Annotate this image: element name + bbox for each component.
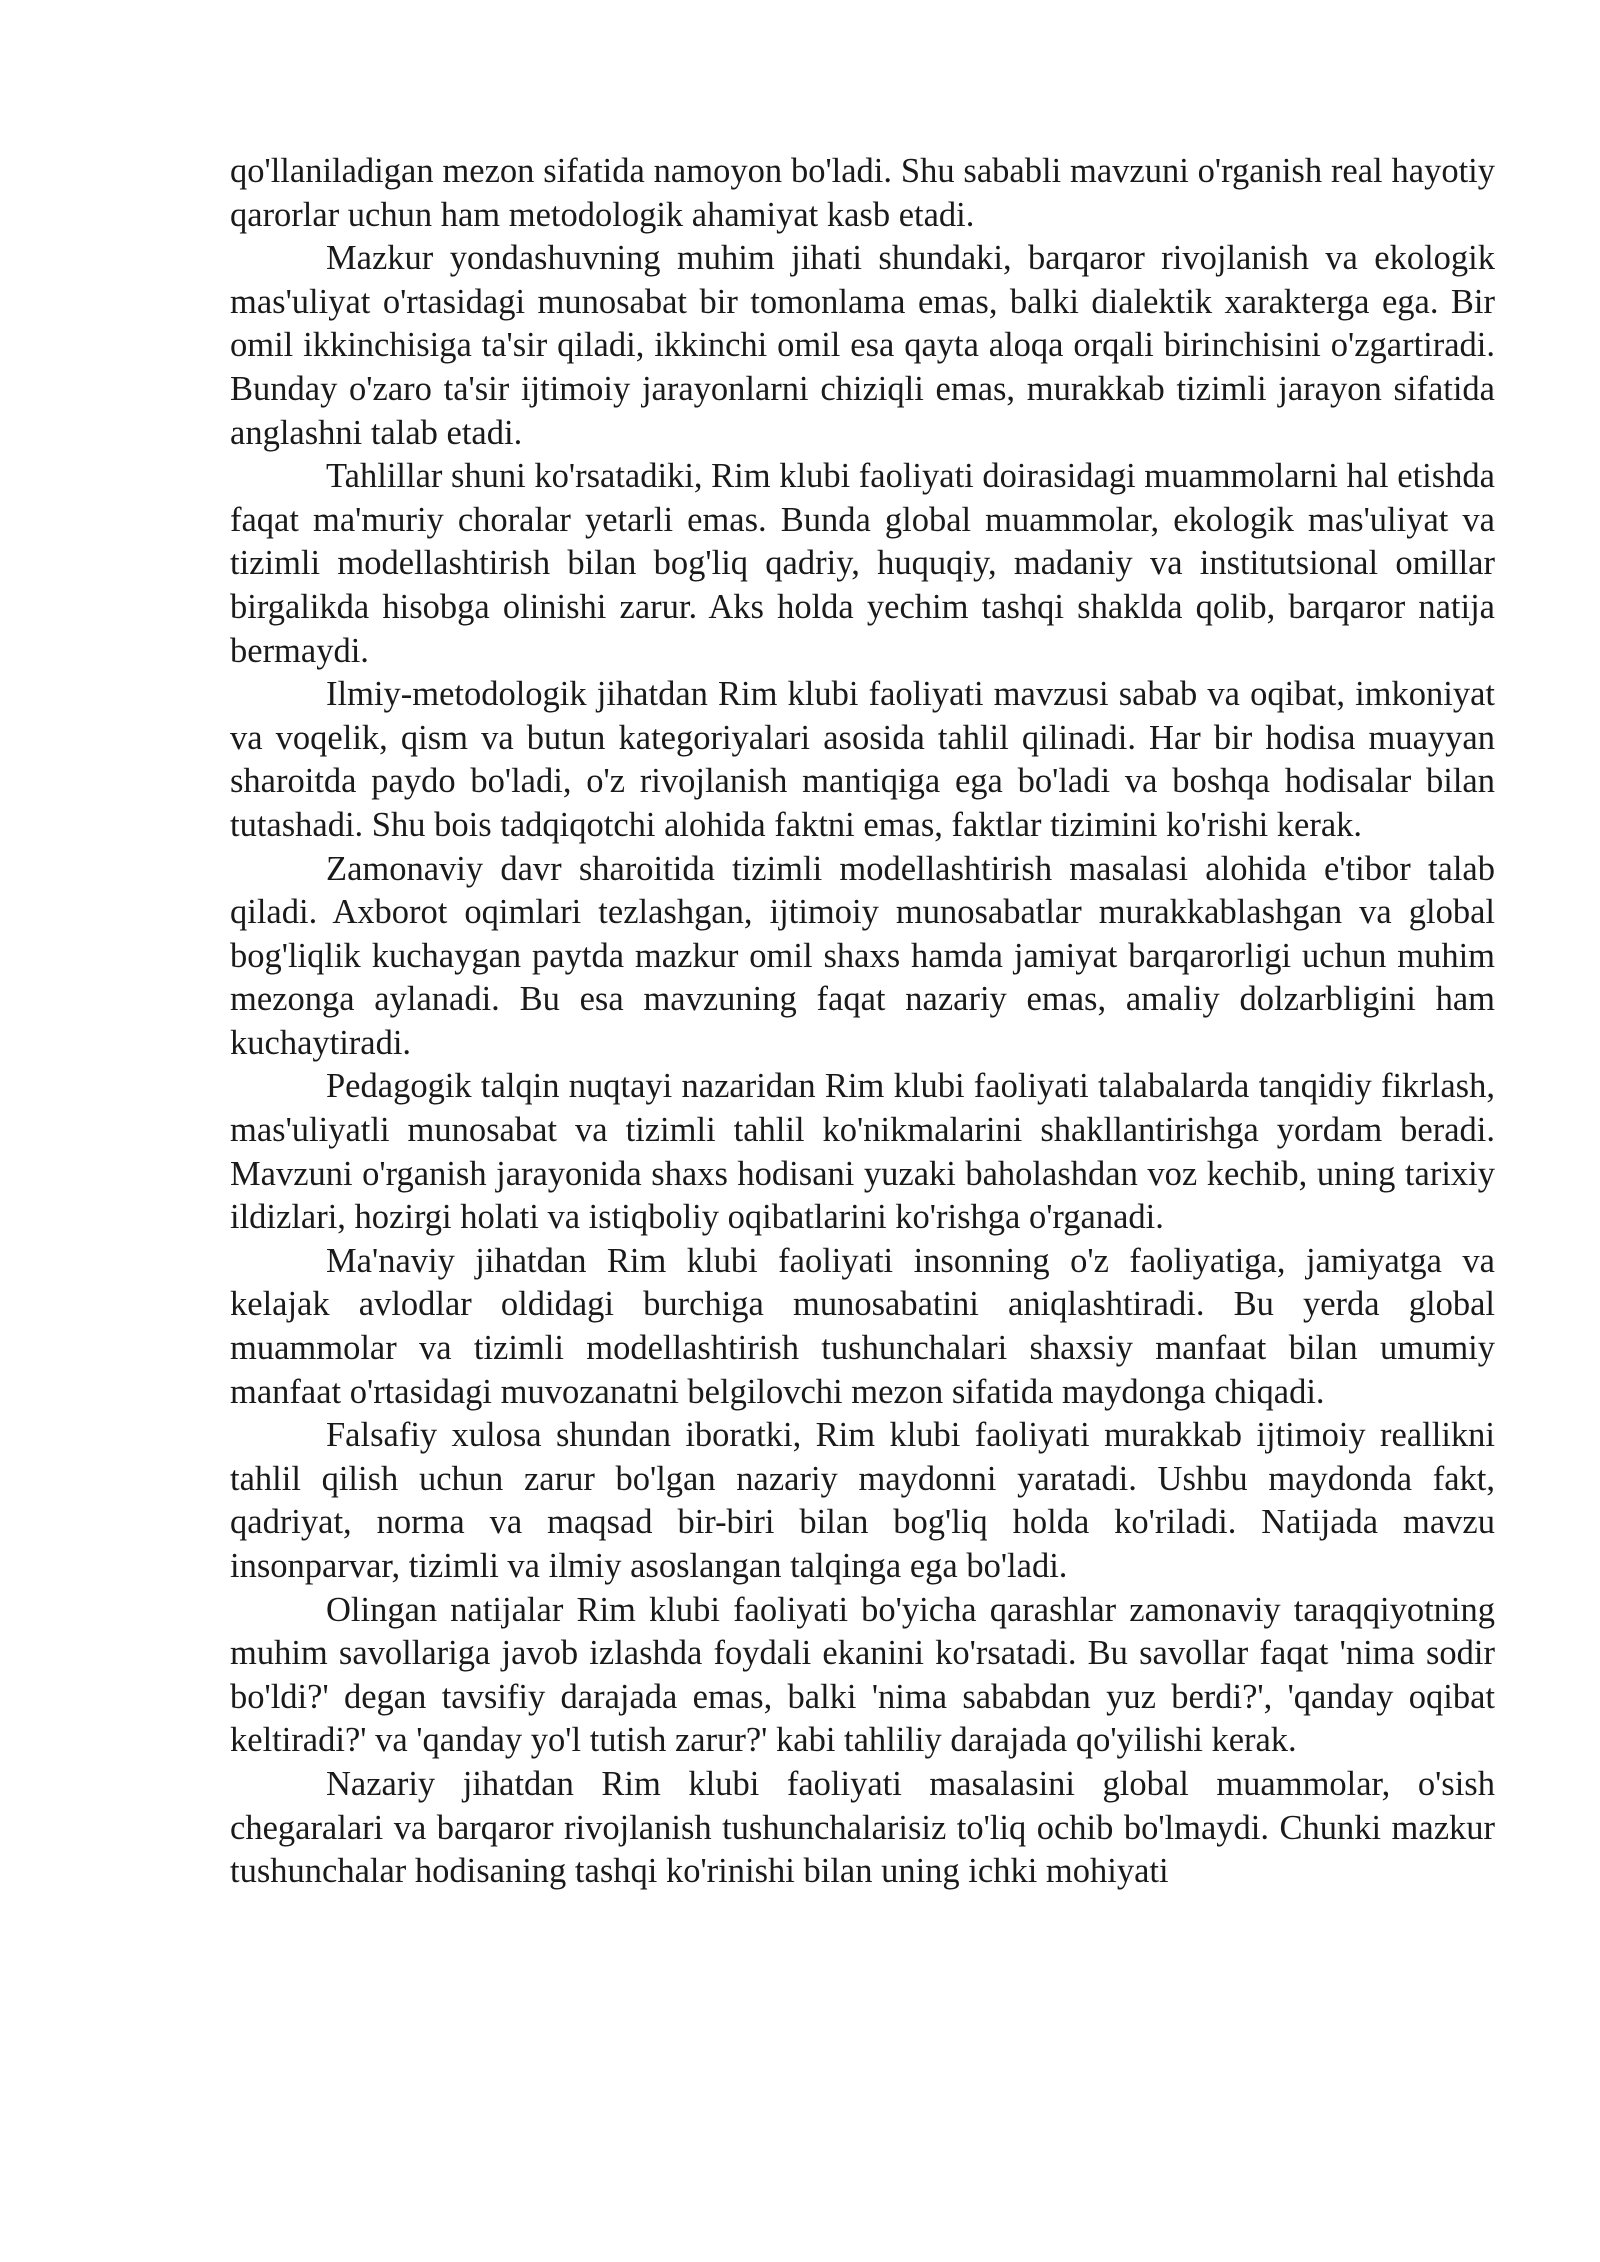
paragraph: Mazkur yondashuvning muhim jihati shundaki, barqaror rivojlanish va ekologik mas'uliyat o'rtasidagi munosabat bir tomonlama emas, balki dialektik xarakterga ega. Bir omil ikkinchisiga ta'sir qiladi, ikkinchi omil esa qayta aloqa orqali birinchisini o'zgartiradi. Bunday o'zaro ta'sir ijtimoiy jarayonlarni chiziqli emas, murakkab tizimli jarayon sifatida anglashni talab etadi. xyxy=(230,239,1495,452)
paragraph: Ilmiy-metodologik jihatdan Rim klubi faoliyati mavzusi sabab va oqibat, imkoniyat va voqelik, qism va butun kategoriyalari asosida tahlil qilinadi. Har bir hodisa muayyan sharoitda paydo bo'ladi, o'z rivojlanish mantiqiga ega bo'ladi va boshqa hodisalar bilan tutashadi. Shu bois tadqiqotchi alohida faktni emas, faktlar tizimini ko'rishi kerak. xyxy=(230,675,1495,844)
paragraph: Pedagogik talqin nuqtayi nazaridan Rim klubi faoliyati talabalarda tanqidiy fikrlash, mas'uliyatli munosabat va tizimli tahlil ko'nikmalarini shakllantirishga yordam beradi. Mavzuni o'rganish jarayonida shaxs hodisani yuzaki baholashdan voz kechib, uning tarixiy ildizlari, hozirgi holati va istiqboliy oqibatlarini ko'rishga o'rganadi. xyxy=(230,1067,1495,1237)
paragraph-continued: qo'llaniladigan mezon sifatida namoyon bo'ladi. Shu sababli mavzuni o'rganish real hayotiy qarorlar uchun ham metodologik ahamiyat kasb etadi. xyxy=(230,152,1495,234)
paragraph: Tahlillar shuni ko'rsatadiki, Rim klubi faoliyati doirasidagi muammolarni hal etishda faqat ma'muriy choralar yetarli emas. Bunda global muammolar, ekologik mas'uliyat va tizimli modellashtirish bilan bog'liq qadriy, huquqiy, madaniy va institutsional omillar birgalikda hisobga olinishi zarur. Aks holda yechim tashqi shaklda qolib, barqaror natija bermaydi. xyxy=(230,457,1495,670)
paragraph: Falsafiy xulosa shundan iboratki, Rim klubi faoliyati murakkab ijtimoiy reallikni tahlil qilish uchun zarur bo'lgan nazariy maydonni yaratadi. Ushbu maydonda fakt, qadriyat, norma va maqsad bir-biri bilan bog'liq holda ko'riladi. Natijada mavzu insonparvar, tizimli va ilmiy asoslangan talqinga ega bo'ladi. xyxy=(230,1416,1495,1585)
paragraph: Zamonaviy davr sharoitida tizimli modellashtirish masalasi alohida e'tibor talab qiladi. Axborot oqimlari tezlashgan, ijtimoiy munosabatlar murakkablashgan va global bog'liqlik kuchaygan paytda mazkur omil shaxs hamda jamiyat barqarorligi uchun muhim mezonga aylanadi. Bu esa mavzuning faqat nazariy emas, amaliy dolzarbligini ham kuchaytiradi. xyxy=(230,849,1495,1062)
paragraph: Olingan natijalar Rim klubi faoliyati bo'yicha qarashlar zamonaviy taraqqiyotning muhim savollariga javob izlashda foydali ekanini ko'rsatadi. Bu savollar faqat 'nima sodir bo'ldi?' degan tavsifiy darajada emas, balki 'nima sababdan yuz berdi?', 'qanday oqibat keltiradi?' va 'qanday yo'l tutish zarur?' kabi tahliliy darajada qo'yilishi kerak. xyxy=(230,1590,1495,1760)
paragraph-truncated: Nazariy jihatdan Rim klubi faoliyati masalasini global muammolar, o'sish chegaralari va barqaror rivojlanish tushunchalarisiz to'liq ochib bo'lmaydi. Chunki mazkur tushunchalar hodisaning tashqi ko'rinishi bilan uning ichki mohiyati xyxy=(230,1764,1495,1891)
document-body xyxy=(230,150,1495,1894)
paragraph: Ma'naviy jihatdan Rim klubi faoliyati insonning o'z faoliyatiga, jamiyatga va kelajak avlodlar oldidagi burchiga munosabatini aniqlashtiradi. Bu yerda global muammolar va tizimli modellashtirish tushunchalari shaxsiy manfaat bilan umumiy manfaat o'rtasidagi muvozanatni belgilovchi mezon sifatida maydonga chiqadi. xyxy=(230,1241,1495,1411)
